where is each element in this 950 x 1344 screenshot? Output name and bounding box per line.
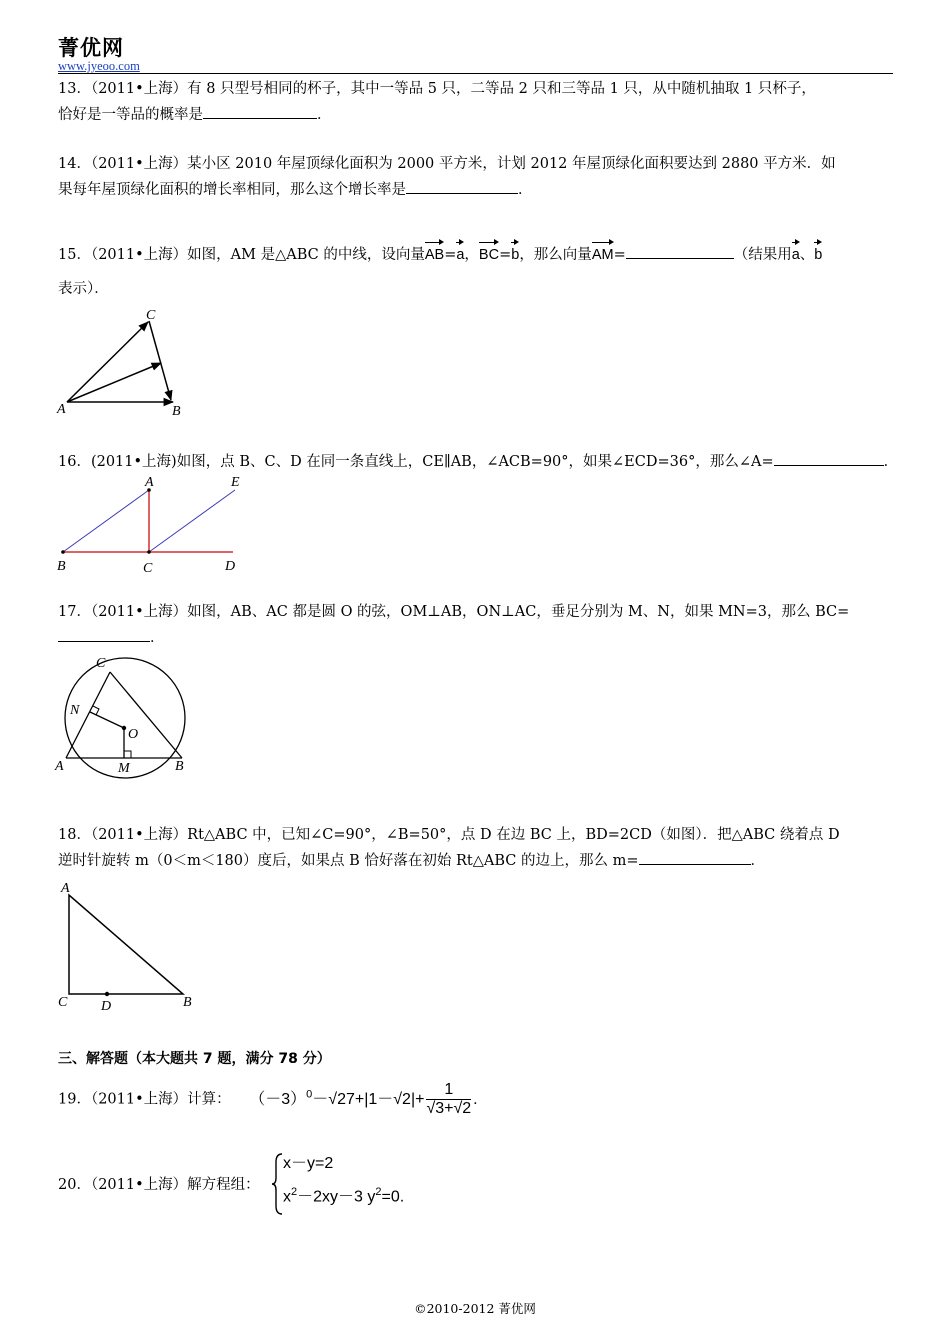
q18-figure [55, 878, 205, 1013]
q15-after: （结果用 [733, 247, 792, 263]
q16-label-b: B [57, 559, 66, 574]
q16-point-b [61, 550, 65, 554]
q13-text: 恰好是一等品的概率是 [58, 107, 203, 123]
site-logo: 菁优网 [58, 36, 124, 60]
q19-denominator: √3+√2 [426, 1100, 472, 1117]
q20-eq2-exp1: 2 [291, 1186, 298, 1198]
q16-text: 16．(2011•上海)如图，点 B、C、D 在同一条直线上，CE∥AB，∠ACB=90°，如果∠ECD=36°，那么∠A= [58, 454, 774, 470]
q19-exponent: 0 [306, 1088, 313, 1101]
q15-eq2: = [499, 247, 512, 263]
q16-end: ． [883, 454, 899, 470]
vector-a: a [456, 240, 464, 266]
q20-eq2-x: x [283, 1188, 291, 1206]
q16-figure [55, 472, 255, 577]
q18-label-d: D [101, 999, 112, 1014]
q18-end: ． [750, 853, 765, 869]
q18-answer-blank[interactable] [639, 850, 751, 865]
vector-ab: AB [425, 240, 444, 266]
q14-end: ． [518, 182, 533, 198]
q20-eq2-exp2: 2 [375, 1186, 382, 1198]
q17-label-a: A [55, 759, 64, 774]
q18-line2 [58, 850, 765, 872]
section-3-title: 三、解答题（本大题共 7 题，满分 78 分） [58, 1051, 331, 1067]
q17-figure [52, 650, 197, 780]
q19-rest: －√27+|1－√2|+ [312, 1090, 425, 1108]
q17-center-o [122, 726, 126, 730]
q15-line1 [58, 240, 822, 266]
q20-eq2-mid: －2xy－3 y [297, 1188, 376, 1206]
header-divider [58, 73, 893, 74]
q14-line1: 14．（2011•上海）某小区 2010 年屋顶绿化面积为 2000 平方米，计划 2012 年屋顶绿化面积要达到 2880 平方米．如 [58, 156, 836, 172]
page-footer: ©2010-2012 菁优网 [414, 1301, 536, 1316]
vector-am: AM [592, 240, 614, 266]
q15-comma: ， [464, 247, 479, 263]
q17-circle-o [65, 658, 185, 778]
q15-line2: 表示）． [58, 281, 109, 297]
vector-b: b [511, 240, 519, 266]
q18-triangle-abc [69, 895, 183, 994]
q18-text: 逆时针旋转 m（0＜m＜180）度后，如果点 B 恰好落在初始 Rt△ABC 的边上，那么 m= [58, 853, 639, 869]
q17-label-c: C [96, 656, 106, 671]
q16-line [58, 451, 898, 473]
q15-mid: ，那么向量 [519, 247, 592, 263]
q16-point-c [147, 550, 151, 554]
q20-end: . [399, 1188, 405, 1206]
q16-label-a: A [145, 475, 154, 490]
q17-right-angle-m [124, 751, 131, 758]
q20-system [283, 1153, 404, 1214]
q15-vector-bc-line [149, 321, 171, 400]
q14-answer-blank[interactable] [406, 179, 518, 194]
q19-end: . [473, 1090, 478, 1108]
q15-vector-am-line [67, 363, 161, 402]
q17-answer-blank[interactable] [58, 627, 150, 642]
vector-b2: b [814, 240, 822, 266]
q19-line [58, 1081, 478, 1118]
q18-label-c: C [58, 995, 68, 1010]
q17-segment-on [90, 712, 124, 728]
q15-eq1: = [444, 247, 457, 263]
q19-base: （－3） [249, 1090, 307, 1108]
q17-line2 [58, 627, 165, 649]
q16-segment-ab [63, 490, 149, 552]
q19-expression [249, 1081, 478, 1117]
q17-label-o: O [128, 727, 139, 742]
q16-label-c: C [143, 561, 153, 576]
q15-label-b: B [172, 404, 181, 419]
q15-figure [55, 305, 195, 420]
q16-label-e: E [231, 475, 240, 490]
q13-line2 [58, 104, 332, 126]
q17-line1: 17．（2011•上海）如图，AB、AC 都是圆 O 的弦，OM⊥AB，ON⊥AC，垂足分别为 M、N，如果 MN=3，那么 BC= [58, 604, 850, 620]
q17-label-m: M [118, 761, 130, 776]
q17-label-n: N [70, 703, 80, 718]
q16-segment-ce [149, 490, 235, 552]
q18-label-a: A [61, 881, 70, 896]
q18-line1: 18．（2011•上海）Rt△ABC 中，已知∠C=90°，∠B=50°，点 D 在边 BC 上，BD=2CD（如图）．把△ABC 绕着点 D [58, 827, 840, 843]
q17-label-b: B [175, 759, 184, 774]
q15-sep: 、 [799, 247, 815, 263]
q15-prefix: 15．（2011•上海）如图，AM 是△ABC 的中线，设向量 [58, 247, 425, 263]
q13-answer-blank[interactable] [203, 104, 317, 119]
q15-vector-ac-line [67, 322, 148, 402]
q18-point-d [105, 992, 109, 996]
q19-fraction [426, 1081, 471, 1118]
q20-eq2-tail: =0 [381, 1188, 400, 1206]
q20-line [58, 1174, 260, 1196]
vector-a2: a [792, 240, 800, 266]
q19-numerator: 1 [426, 1081, 471, 1100]
q15-label-a: A [57, 402, 66, 417]
site-url-link[interactable]: www.jyeoo.com [58, 59, 140, 73]
q15-answer-blank[interactable] [626, 244, 734, 259]
q16-label-d: D [225, 559, 236, 574]
q17-chord-bc [110, 672, 182, 758]
q13-line1: 13．（2011•上海）有 8 只型号相同的杯子，其中一等品 5 只，二等品 2 只和三等品 1 只，从中随机抽取 1 只杯子， [58, 81, 816, 97]
q18-label-b: B [183, 995, 192, 1010]
q20-eq1: x－y=2 [283, 1155, 334, 1172]
q15-label-c: C [146, 308, 156, 323]
q14-line2 [58, 179, 533, 201]
vector-bc: BC [479, 240, 499, 266]
q16-answer-blank[interactable] [774, 451, 884, 466]
q19-prefix: 19．（2011•上海）计算： [58, 1091, 231, 1108]
q17-end: ． [150, 630, 165, 646]
q13-end: ． [317, 107, 332, 123]
q20-eq2 [283, 1175, 404, 1214]
q14-text: 果每年屋顶绿化面积的增长率相同，那么这个增长率是 [58, 182, 406, 198]
q15-eq3: = [613, 247, 626, 263]
q20-prefix: 20．（2011•上海）解方程组： [58, 1177, 260, 1193]
